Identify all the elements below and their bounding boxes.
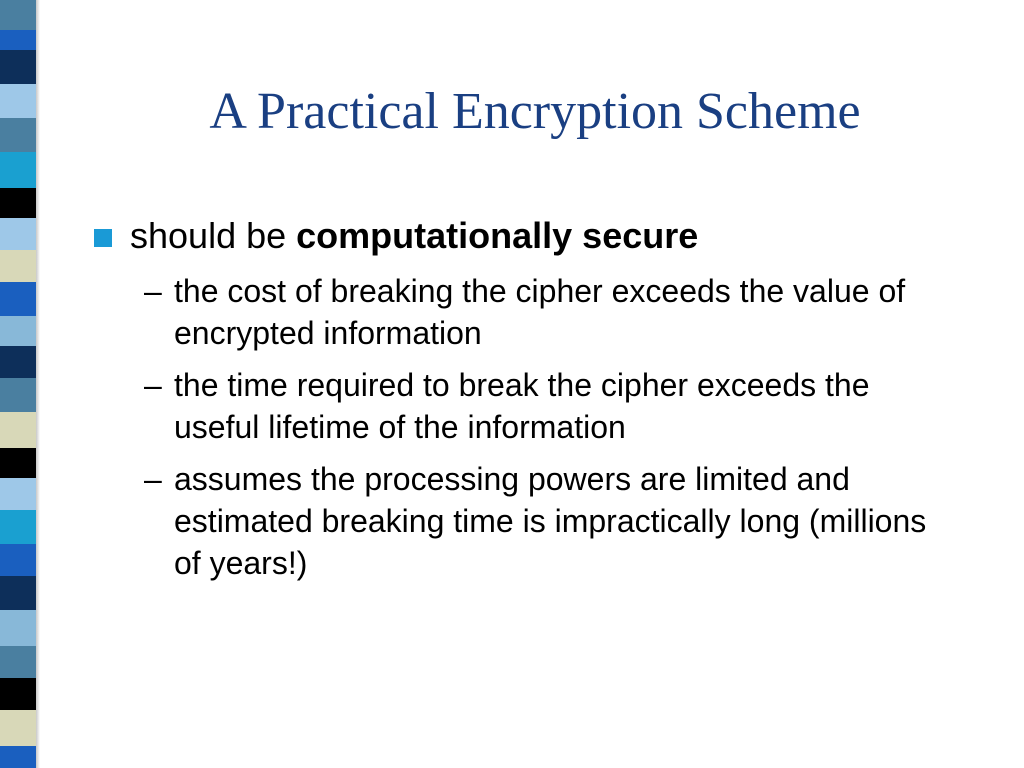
bullet-item bbox=[92, 214, 992, 258]
stripe-block bbox=[0, 152, 36, 188]
stripe-block bbox=[0, 84, 36, 118]
stripe-block bbox=[0, 448, 36, 478]
stripe-block bbox=[0, 0, 36, 30]
stripe-block bbox=[0, 576, 36, 610]
stripe-block bbox=[0, 188, 36, 218]
slide-title: A Practical Encryption Scheme bbox=[209, 83, 861, 140]
stripe-shadow bbox=[36, 0, 40, 768]
stripe-block bbox=[0, 478, 36, 510]
dash-bullet-icon: – bbox=[144, 461, 162, 497]
stripe-block bbox=[0, 378, 36, 412]
dash-bullet-icon: – bbox=[144, 367, 162, 403]
stripe-block bbox=[0, 746, 36, 768]
stripe-block bbox=[0, 316, 36, 346]
stripe-block bbox=[0, 646, 36, 678]
sub-bullet-item bbox=[92, 458, 944, 584]
sub-bullet-list bbox=[92, 270, 992, 584]
stripe-block bbox=[0, 50, 36, 84]
stripe-block bbox=[0, 30, 36, 50]
decorative-stripe bbox=[0, 0, 40, 768]
bullet-bold-text: computationally secure bbox=[296, 215, 699, 256]
bullet-text: should be bbox=[130, 215, 297, 256]
sub-bullet-item bbox=[92, 270, 944, 354]
stripe-block bbox=[0, 218, 36, 250]
stripe-block bbox=[0, 346, 36, 378]
stripe-block bbox=[0, 544, 36, 576]
slide-content bbox=[92, 214, 992, 594]
sub-bullet-text: the cost of breaking the cipher exceeds the value of encrypted information bbox=[174, 273, 906, 351]
stripe-block bbox=[0, 610, 36, 646]
stripe-block bbox=[0, 678, 36, 710]
stripe-block bbox=[0, 250, 36, 282]
stripe-block bbox=[0, 282, 36, 316]
stripe-block bbox=[0, 118, 36, 152]
dash-bullet-icon: – bbox=[144, 273, 162, 309]
square-bullet-icon bbox=[94, 229, 112, 247]
sub-bullet-item bbox=[92, 364, 944, 448]
stripe-block bbox=[0, 510, 36, 544]
stripe-block bbox=[0, 710, 36, 746]
stripe-block bbox=[0, 412, 36, 448]
sub-bullet-text: the time required to break the cipher exceeds the useful lifetime of the information bbox=[174, 367, 870, 445]
sub-bullet-text: assumes the processing powers are limited and estimated breaking time is impractically long (millions of years!) bbox=[174, 461, 927, 581]
